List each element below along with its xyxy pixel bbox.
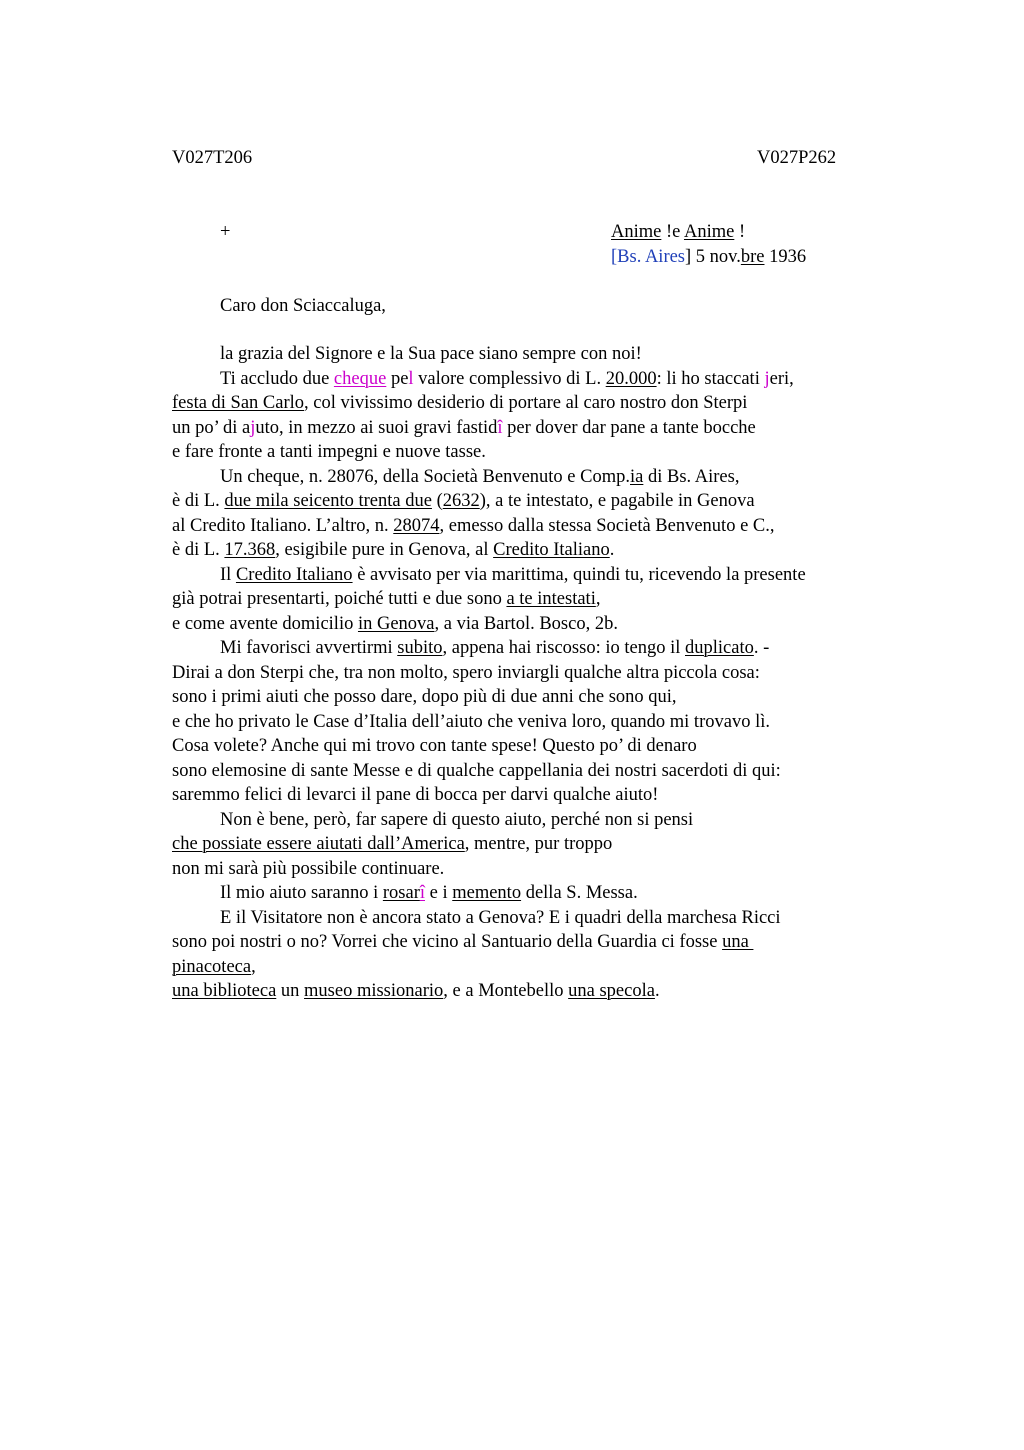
motto xyxy=(611,220,745,244)
text-span: e che ho privato le Case d’Italia dell’aiuto che veniva loro, quando mi trovavo lì. xyxy=(172,711,770,732)
text-span: sono i primi aiuti che posso dare, dopo più di due anni che sono qui, xyxy=(172,687,677,707)
body-line xyxy=(172,881,892,906)
underlined-text: in Genova xyxy=(357,613,435,634)
motto-word: Anime xyxy=(683,222,735,242)
text-span: non mi sarà più possibile continuare. xyxy=(172,858,445,879)
motto-word: Anime xyxy=(611,222,662,242)
text-span: della S. Messa. xyxy=(521,883,638,903)
text-span: Ti accludo due xyxy=(220,368,334,389)
date-text: ] 5 nov. xyxy=(685,247,741,267)
text-span: e come avente domicilio xyxy=(172,613,358,634)
text-span: di Bs. Aires, xyxy=(643,466,740,487)
body-line xyxy=(172,538,892,563)
body-line xyxy=(172,930,892,955)
underlined-text: 20.000 xyxy=(605,368,657,389)
text-span: : li ho staccati xyxy=(656,368,765,389)
body-line xyxy=(172,367,892,392)
body-line xyxy=(172,587,892,612)
body-line xyxy=(172,832,892,857)
text-span: Mi favorisci avvertirmi xyxy=(220,638,398,658)
annotated-letter: l xyxy=(408,368,414,389)
text-span: , mentre, pur troppo xyxy=(464,834,613,854)
text-span: , col vivissimo desiderio di portare al caro nostro don Sterpi xyxy=(304,393,748,413)
underlined-text: che possiate essere aiutati dall’America xyxy=(172,834,465,854)
text-span: , e a Montebello xyxy=(443,981,569,1001)
text-span: già potrai presentarti, poiché tutti e due sono xyxy=(172,589,507,609)
underlined-text: duplicato xyxy=(685,638,754,658)
annotated-letter: j xyxy=(764,368,770,389)
underlined-text: 17.368 xyxy=(224,540,276,560)
letter-body xyxy=(172,342,892,1004)
date-bracket-open: [ xyxy=(611,247,618,267)
body-line xyxy=(172,612,892,637)
underlined-text: memento xyxy=(452,883,522,903)
underlined-text: Credito Italiano xyxy=(493,540,610,560)
date-place: Bs. Aires xyxy=(617,247,686,267)
text-span: uto, in mezzo ai suoi gravi fastid xyxy=(255,417,498,438)
body-line xyxy=(172,563,892,588)
underlined-text: heque xyxy=(342,368,387,389)
annotated-letter: c xyxy=(333,368,343,389)
text-span: Non è bene, però, far sapere di questo aiuto, perché non si pensi xyxy=(220,809,694,830)
text-span: ), a te intestato, e pagabile in Genova xyxy=(479,491,755,511)
text-span: , xyxy=(595,589,601,609)
body-line xyxy=(172,391,892,416)
annotated-letter: j xyxy=(250,417,256,438)
body-line xyxy=(172,465,892,490)
text-span: pe xyxy=(386,368,409,389)
text-span: , a via Bartol. Bosco, 2b. xyxy=(434,613,618,634)
body-line xyxy=(172,734,892,759)
text-span: , emesso dalla stessa Società Benvenuto e C., xyxy=(439,515,775,536)
underlined-text: una specola xyxy=(568,981,655,1001)
body-line xyxy=(172,514,892,539)
body-line xyxy=(172,857,892,882)
underlined-text: una xyxy=(722,932,754,952)
text-span: un po’ di a xyxy=(172,417,251,438)
text-span: eri, xyxy=(769,368,794,389)
underlined-text: subito xyxy=(397,638,443,658)
body-line xyxy=(172,416,892,441)
text-span: Cosa volete? Anche qui mi trovo con tante spese! Questo po’ di denaro xyxy=(172,736,697,756)
cross-symbol: + xyxy=(220,222,231,242)
body-line xyxy=(172,955,892,980)
body-line xyxy=(172,661,892,686)
date-month-suffix: bre xyxy=(740,247,765,267)
body-line xyxy=(172,783,892,808)
text-span: ( xyxy=(431,491,443,511)
text-span: valore complessivo di L. xyxy=(413,368,606,389)
annotated-letter: î xyxy=(419,883,425,903)
annotated-letter: î xyxy=(497,417,503,438)
body-line xyxy=(172,489,892,514)
text-span: Il mio aiuto saranno i xyxy=(220,883,383,903)
text-span: Il xyxy=(220,564,236,585)
text-span: sono elemosine di sante Messe e di qualche cappellania dei nostri sacerdoti di qui: xyxy=(172,760,781,781)
body-line xyxy=(172,979,892,1004)
underlined-text: pinacoteca xyxy=(172,956,252,977)
underlined-text: Credito Italiano xyxy=(235,564,353,585)
underlined-text: a te intestati xyxy=(506,589,596,609)
text-span: la grazia del Signore e la Sua pace siano sempre con noi! xyxy=(220,344,642,364)
underlined-text: una biblioteca xyxy=(172,981,277,1001)
text-span: . - xyxy=(753,638,770,658)
text-span: è avvisato per via marittima, quindi tu, ricevendo la presente xyxy=(352,564,806,585)
body-line xyxy=(172,685,892,710)
body-line xyxy=(172,636,892,661)
motto-end: ! xyxy=(734,222,746,242)
body-line xyxy=(172,710,892,735)
date-year: 1936 xyxy=(764,247,807,267)
text-span: . xyxy=(654,981,660,1001)
salutation: Caro don Sciaccaluga, xyxy=(220,296,386,316)
text-span: un xyxy=(276,981,305,1001)
underlined-text: due mila seicento trenta due xyxy=(224,491,432,511)
body-line xyxy=(172,759,892,784)
text-span: Dirai a don Sterpi che, tra non molto, spero inviargli qualche altra piccola cosa: xyxy=(172,662,760,683)
underlined-text: ia xyxy=(630,466,644,487)
motto-separator: !e xyxy=(661,222,684,242)
body-line xyxy=(172,808,892,833)
body-line xyxy=(172,906,892,931)
underlined-text: museo missionario xyxy=(304,981,444,1001)
text-span: e i xyxy=(425,883,453,903)
text-span: E il Visitatore non è ancora stato a Genova? E i quadri della marchesa Ricci xyxy=(220,907,781,928)
text-span: Un cheque, n. 28076, della Società Benvenuto e Comp. xyxy=(220,466,630,487)
text-span: al Credito Italiano. L’altro, n. xyxy=(172,515,394,536)
body-line xyxy=(172,440,892,465)
text-span: è di L. xyxy=(172,491,225,511)
text-span: è di L. xyxy=(172,540,225,560)
text-span: e fare fronte a tanti impegni e nuove tasse. xyxy=(172,442,486,462)
text-span: saremmo felici di levarci il pane di bocca per darvi qualche aiuto! xyxy=(172,785,659,805)
text-span: , xyxy=(251,956,256,977)
text-span: . xyxy=(609,540,615,560)
document-code-right: V027P262 xyxy=(757,148,837,168)
body-line xyxy=(172,342,892,367)
text-span: per dover dar pane a tante bocche xyxy=(502,417,756,438)
document-code-left: V027T206 xyxy=(172,148,253,168)
text-span: , appena hai riscosso: io tengo il xyxy=(442,638,685,658)
text-span: sono poi nostri o no? Vorrei che vicino al Santuario della Guardia ci fosse xyxy=(172,932,723,952)
underlined-text: festa di San Carlo xyxy=(172,393,305,413)
text-span: , esigibile pure in Genova, al xyxy=(275,540,494,560)
date-line xyxy=(611,245,806,269)
underlined-text: rosar xyxy=(382,883,420,903)
underlined-text: 2632 xyxy=(442,491,480,511)
underlined-text: 28074 xyxy=(393,515,440,536)
